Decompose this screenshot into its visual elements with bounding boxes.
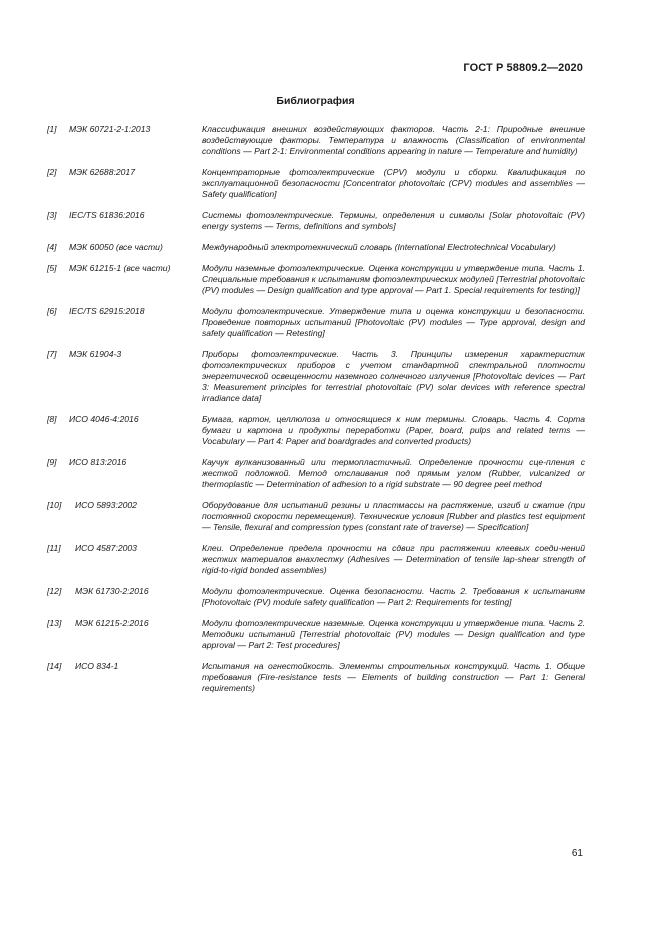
entry-number: [11] <box>47 543 61 553</box>
entry-number: [9] <box>47 457 57 467</box>
bibliography-entry <box>47 457 585 490</box>
entry-code: МЭК 60050 (все части) <box>69 242 163 252</box>
entry-description: Международный электротехнический словарь (International Electrotechnical Vocabulary) <box>202 242 556 252</box>
entry-number: [6] <box>47 306 57 316</box>
entry-number: [12] <box>47 586 62 596</box>
entry-code: МЭК 61904-3 <box>69 349 122 359</box>
entry-number: [10] <box>47 500 62 510</box>
entry-number: [13] <box>47 618 62 628</box>
entry-code: МЭК 61215-1 (все части) <box>69 263 171 273</box>
entry-description: Оборудование для испытаний резины и пластмассы на растяжение, изгиб и сжатие (при постоянной скорости перемещения). Технические условия [Rubber and plastics test equipment — Tensile, flexural and compression types (constant rate of traverse) — Specification] <box>202 500 585 532</box>
entry-code: ИСО 834-1 <box>75 661 119 671</box>
bibliography-entry <box>47 543 585 576</box>
entry-code: МЭК 61730-2:2016 <box>75 586 149 596</box>
entry-description: Клеи. Определение предела прочности на сдвиг при растяжении клеевых соеди-нений жестких материалов внахлестку (Adhesives — Determination of tensile lap-shear strength of rigid-to-rigid bonded assemblies) <box>202 543 585 575</box>
entry-description: Концентраторные фотоэлектрические (CPV) модули и сборки. Квалификация по эксплуатационной безопасности [Concentrator photovoltaic (CPV) modules and assemblies — Safety qualification] <box>202 167 585 199</box>
entry-description: Приборы фотоэлектрические. Часть 3. Принципы измерения характеристик фотоэлектрических приборов с учетом стандартной спектральной плотности энергетической освещенности наземного солнечного излучения [Photovoltaic devices — Part 3: Measurement principles for terrestrial photovoltaic (PV) solar devices with reference spectral irradiance data] <box>202 349 585 403</box>
entry-code: МЭК 61215-2:2016 <box>75 618 149 628</box>
entry-code: ИСО 813:2016 <box>69 457 127 467</box>
entry-code: IEC/TS 61836:2016 <box>69 210 145 220</box>
entry-number: [2] <box>47 167 57 177</box>
entry-description: Каучук вулканизованный или термопластичный. Определение прочности сце-пления с жесткой подложкой. Метод отслаивания под прямым углом (Rubber, vulcanized or thermoplastic — Determination of adhesion to a rigid substrate — 90 degree peel method <box>202 457 585 489</box>
bibliography-entry <box>47 306 585 339</box>
bibliography-list <box>47 124 585 704</box>
bibliography-entry <box>47 586 585 608</box>
bibliography-entry <box>47 349 585 404</box>
entry-code: МЭК 62688:2017 <box>69 167 135 177</box>
entry-description: Модули фотоэлектрические. Оценка безопасности. Часть 2. Требования к испытаниям [Photovoltaic (PV) module safety qualification — Part 2: Requirements for testing] <box>202 586 585 607</box>
bibliography-entry <box>47 618 585 651</box>
entry-description: Модули фотоэлектрические. Утверждение типа и оценка конструкции и безопасности. Проведение повторных испытаний [Photovoltaic (PV) modules — Type approval, design and safety qualification — Retesting] <box>202 306 585 338</box>
entry-code: МЭК 60721-2-1:2013 <box>69 124 151 134</box>
entry-code: IEC/TS 62915:2018 <box>69 306 145 316</box>
entry-description: Модули наземные фотоэлектрические. Оценка конструкции и утверждение типа. Часть 1. Специальные требования к испытаниям фотоэлектрических модулей [Terrestrial photovoltaic (PV) modules — Design qualification and type approval — Part 1. Special requirements for testing)] <box>202 263 585 295</box>
entry-number: [5] <box>47 263 57 273</box>
bibliography-entry <box>47 242 585 253</box>
entry-number: [7] <box>47 349 57 359</box>
page-title: Библиография <box>276 95 355 107</box>
entry-number: [8] <box>47 414 57 424</box>
entry-description: Классификация внешних воздействующих факторов. Часть 2-1: Природные внешние воздействующие факторы. Температура и влажность (Classification of environmental conditions — Part 2-1: Environmental conditions appearing in nature — Temperature and humidity) <box>202 124 585 156</box>
entry-code: ИСО 4587:2003 <box>75 543 137 553</box>
bibliography-entry <box>47 661 585 694</box>
entry-number: [3] <box>47 210 57 220</box>
entry-description: Системы фотоэлектрические. Термины, определения и символы [Solar photovoltaic (PV) energy systems — Terms, definitions and symbols] <box>202 210 585 231</box>
entry-description: Испытания на огнестойкость. Элементы строительных конструкций. Часть 1. Общие требования (Fire-resistance tests — Elements of building construction — Part 1: General requirements) <box>202 661 585 693</box>
entry-code: ИСО 4046-4:2016 <box>69 414 139 424</box>
entry-number: [14] <box>47 661 62 671</box>
entry-code: ИСО 5893:2002 <box>75 500 137 510</box>
entry-description: Бумага, картон, целлюлоза и относящиеся к ним термины. Словарь. Часть 4. Сорта бумаги и картона и продукты переработки (Paper, board, pulps and related terms — Vocabulary — Part 4: Paper and boardgrades and converted products) <box>202 414 585 446</box>
bibliography-entry <box>47 500 585 533</box>
bibliography-entry <box>47 167 585 200</box>
document-standard-code: ГОСТ Р 58809.2—2020 <box>463 62 583 74</box>
bibliography-entry <box>47 263 585 296</box>
bibliography-entry <box>47 124 585 157</box>
page-number: 61 <box>571 848 583 859</box>
entry-number: [4] <box>47 242 57 252</box>
bibliography-entry <box>47 414 585 447</box>
entry-description: Модули фотоэлектрические наземные. Оценка конструкции и утверждение типа. Часть 2. Методики испытаний [Terrestrial photovoltaic (PV) modules — Design qualification and type approval — Part 2: Test procedures] <box>202 618 585 650</box>
entry-number: [1] <box>47 124 57 134</box>
bibliography-entry <box>47 210 585 232</box>
